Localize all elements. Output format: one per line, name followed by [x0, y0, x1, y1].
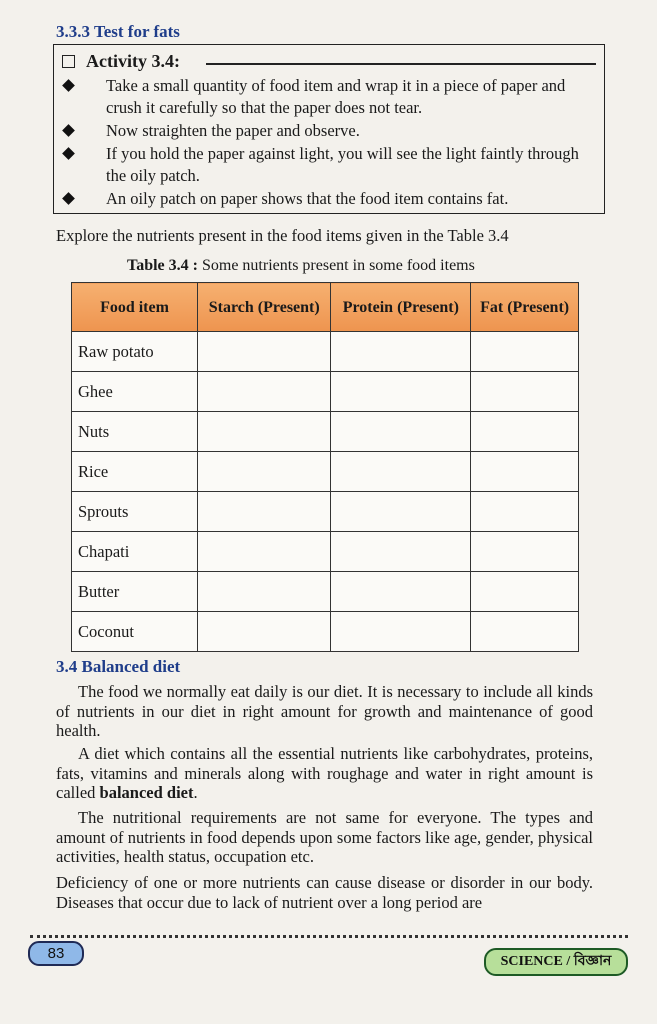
table-caption [127, 257, 475, 275]
table-row [72, 412, 579, 452]
empty-cell [331, 612, 471, 652]
balanced-diet-heading: 3.4 Balanced diet [56, 657, 181, 676]
header-starch: Starch (Present) [198, 283, 331, 332]
nutrient-table [71, 282, 579, 652]
empty-cell [471, 612, 579, 652]
diamond-bullet-icon [62, 79, 75, 92]
empty-cell [471, 332, 579, 372]
food-item-cell: Chapati [72, 532, 198, 572]
activity-step [54, 188, 599, 210]
food-item-cell: Rice [72, 452, 198, 492]
footer-divider [30, 935, 628, 938]
diamond-bullet-icon [62, 192, 75, 205]
paragraph-requirements: The nutritional requirements are not same for everyone. The types and amount of nutrients in food depends upon some factors like age, gender, physical activities, health status, occupation etc. [56, 808, 593, 866]
empty-cell [198, 532, 331, 572]
table-header-row [72, 283, 579, 332]
empty-cell [331, 492, 471, 532]
empty-cell [471, 372, 579, 412]
food-item-cell: Coconut [72, 612, 198, 652]
food-item-cell: Sprouts [72, 492, 198, 532]
table-row [72, 572, 579, 612]
empty-cell [331, 572, 471, 612]
food-item-cell: Raw potato [72, 332, 198, 372]
checkbox-icon [62, 55, 75, 68]
paragraph-balanced-diet [56, 744, 593, 803]
table-row [72, 492, 579, 532]
empty-cell [198, 372, 331, 412]
paragraph-deficiency: Deficiency of one or more nutrients can cause disease or disorder in our body. Diseases that occur due to lack of nutrient over a long period are [56, 873, 593, 912]
food-item-cell: Butter [72, 572, 198, 612]
activity-title: Activity 3.4: [86, 51, 180, 71]
header-food-item: Food item [72, 283, 198, 332]
empty-cell [198, 452, 331, 492]
book-label-badge: SCIENCE / বিজ্ঞান [484, 948, 628, 976]
paragraph-diet: The food we normally eat daily is our diet. It is necessary to include all kinds of nutrients in our diet in right amount for growth and maintenance of good health. [56, 682, 593, 740]
paragraph-text: . [193, 783, 198, 802]
step-text: Take a small quantity of food item and wrap it in a piece of paper and crush it carefully so that the paper does not tear. [106, 76, 566, 117]
diamond-bullet-icon [62, 147, 75, 160]
empty-cell [471, 532, 579, 572]
empty-cell [471, 452, 579, 492]
table-row [72, 612, 579, 652]
bold-term: balanced diet [99, 783, 194, 802]
step-text: If you hold the paper against light, you will see the light faintly through the oily patch. [106, 144, 579, 185]
table-row [72, 372, 579, 412]
diamond-bullet-icon [62, 124, 75, 137]
table-caption-text: Some nutrients present in some food items [201, 257, 475, 274]
table-row [72, 332, 579, 372]
activity-step [54, 75, 599, 119]
activity-step [54, 143, 599, 187]
activity-header [62, 51, 180, 72]
empty-cell [331, 412, 471, 452]
explore-text: Explore the nutrients present in the food items given in the Table 3.4 [56, 226, 509, 245]
table-row [72, 452, 579, 492]
header-protein: Protein (Present) [331, 283, 471, 332]
empty-cell [331, 452, 471, 492]
empty-cell [471, 572, 579, 612]
section-heading: 3.3.3 Test for fats [56, 22, 180, 41]
empty-cell [198, 572, 331, 612]
table-row [72, 532, 579, 572]
empty-cell [331, 332, 471, 372]
food-item-cell: Ghee [72, 372, 198, 412]
step-text: Now straighten the paper and observe. [106, 121, 360, 140]
activity-step [54, 120, 599, 142]
empty-cell [198, 492, 331, 532]
empty-cell [198, 612, 331, 652]
food-item-cell: Nuts [72, 412, 198, 452]
empty-cell [471, 412, 579, 452]
step-text: An oily patch on paper shows that the food item contains fat. [106, 189, 509, 208]
empty-cell [331, 372, 471, 412]
empty-cell [198, 332, 331, 372]
empty-cell [331, 532, 471, 572]
activity-box [53, 44, 605, 214]
empty-cell [471, 492, 579, 532]
header-fat: Fat (Present) [471, 283, 579, 332]
page-number-badge: 83 [28, 941, 84, 966]
table-caption-label: Table 3.4 : [127, 257, 198, 274]
paragraph-text: A diet which contains all the essential nutrients like carbohydrates, proteins, fats, vitamins and minerals along with roughage and water in right amount is called [56, 744, 593, 802]
activity-rule [206, 63, 596, 65]
empty-cell [198, 412, 331, 452]
activity-steps [54, 75, 599, 211]
